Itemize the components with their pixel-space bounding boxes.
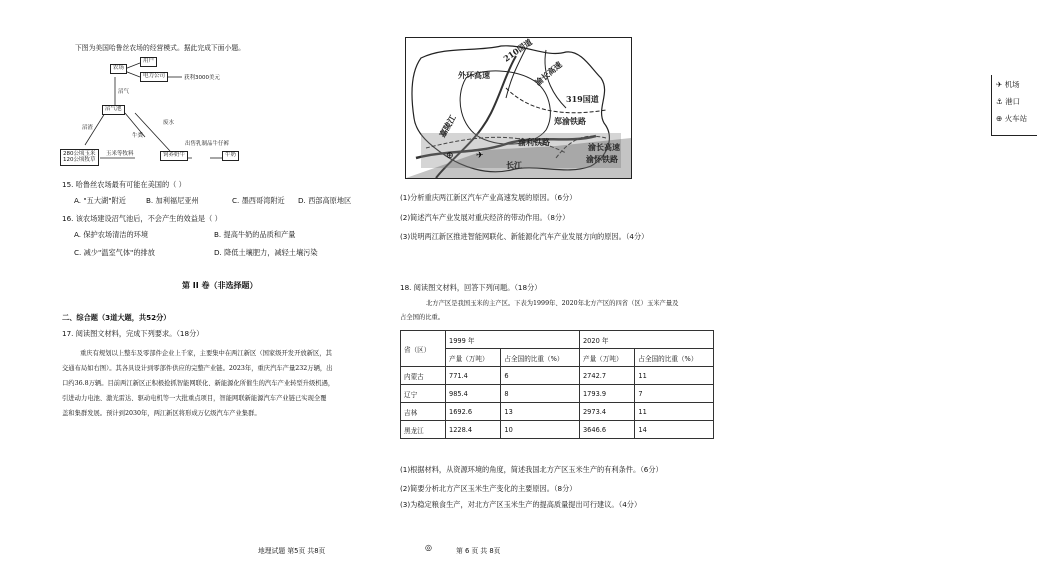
beef-box: 牛奶 — [222, 151, 239, 161]
q17-paragraph-line: 交通布局如右图）。其各具设计到零部件供应的完整产业链。2023年，重庆汽车产量232万辆，出 — [62, 365, 333, 372]
table-corner: 省（区） — [401, 331, 446, 367]
table-header-row — [401, 331, 714, 349]
table-cell: 1793.9 — [579, 385, 634, 403]
legend-item — [996, 96, 1020, 107]
manure-label: 废水 — [163, 120, 175, 126]
footer-right: 第 6 页 共 8页 — [456, 547, 501, 555]
profit-label: 获利3000美元 — [184, 75, 220, 81]
map-drawing — [406, 38, 631, 178]
q15-option-a: A. "五大湖"附近 — [74, 196, 126, 205]
table-col-header: 占全国的比重（%） — [635, 349, 714, 367]
table-col-header: 产量（万吨） — [446, 349, 501, 367]
footer-mark: ◎ — [425, 543, 432, 552]
table-cell: 2742.7 — [579, 367, 634, 385]
airplane-icon: ✈ — [996, 80, 1003, 89]
train-station-icon: ⊕ — [996, 114, 1003, 123]
q18-stem: 18. 阅读图文材料，回答下列问题。（18分） — [400, 283, 542, 292]
q15-option-d: D. 西部高原地区 — [298, 196, 352, 205]
table-cell: 14 — [635, 421, 714, 439]
section-title: 第 II 卷（非选择题） — [182, 281, 258, 290]
table-cell: 内蒙古 — [401, 367, 446, 385]
table-cell: 2973.4 — [579, 403, 634, 421]
table-cell: 11 — [635, 403, 714, 421]
q17-paragraph-line: 口约36.8万辆。目前两江新区正积极抢抓智能网联化、新能源化所催生的汽车产业转型升级机遇， — [62, 380, 335, 387]
dairy-box: 饲养奶牛 — [160, 151, 188, 161]
biogas-box: 沼气池 — [102, 105, 125, 115]
q17-sub-2: (2)简述汽车产业发展对重庆经济的带动作用。（8分） — [400, 213, 570, 222]
map-label-ring-road: 外环高速 — [458, 70, 490, 80]
table-cell: 6 — [501, 367, 580, 385]
cow-dung-label: 牛粪 — [132, 133, 144, 139]
q16-stem: 16. 该农场建设沼气池后，不会产生的效益是（ ） — [62, 214, 222, 223]
legend-label: 机场 — [1004, 80, 1020, 89]
table-cell: 7 — [635, 385, 714, 403]
feed-box: 玉米等牧料 — [106, 151, 134, 157]
train-station-icon: ⊕ — [446, 151, 454, 161]
table-cell: 11 — [635, 367, 714, 385]
legend-label: 火车站 — [1004, 114, 1028, 123]
table-cell: 黑龙江 — [401, 421, 446, 439]
q15-stem: 15. 哈鲁丝农场最有可能在美国的（ ） — [62, 180, 186, 189]
intro-text: 下图为美国哈鲁丝农场的经营模式。据此完成下面小题。 — [75, 44, 245, 52]
table-cell: 吉林 — [401, 403, 446, 421]
table-cell: 3646.6 — [579, 421, 634, 439]
q17-stem: 17. 阅读图文材料，完成下列要求。（18分） — [62, 329, 204, 338]
table-year-2020: 2020 年 — [579, 331, 713, 349]
table-row — [401, 421, 714, 439]
map-label-zhengyu: 郑渝铁路 — [554, 116, 586, 126]
legend-label: 港口 — [1005, 97, 1021, 106]
legend-item — [996, 79, 1020, 90]
corn-production-table — [400, 330, 714, 439]
map-label-g319: 319国道 — [566, 94, 599, 104]
q17-paragraph — [62, 346, 382, 421]
q18-paragraph-line: 北方产区是我国玉米的主产区。下表为1999年、2020年北方产区的四省（区）玉米产量及 — [426, 300, 679, 307]
table-cell: 985.4 — [446, 385, 501, 403]
table-year-1999: 1999 年 — [446, 331, 580, 349]
household-box: 用户 — [140, 57, 157, 67]
biogas-arrow-label: 沼气 — [118, 89, 130, 95]
map-label-yuhuai: 渝怀铁路 — [586, 154, 618, 164]
q15-option-c: C. 墨西哥湾附近 — [232, 196, 285, 205]
q16-option-b: B. 提高牛奶的品质和产量 — [214, 230, 296, 239]
table-row — [401, 403, 714, 421]
footer-left: 地理试题 第5页 共8页 — [258, 547, 326, 555]
q17-sub-1: (1)分析重庆两江新区汽车产业高速发展的原因。（6分） — [400, 193, 577, 202]
transport-map — [405, 36, 1028, 179]
section-subtitle: 二、综合题（3道大题，共52分） — [62, 313, 171, 322]
q15-option-b: B. 加利福尼亚州 — [146, 196, 199, 205]
q16-option-d: D. 降低土壤肥力，减轻土壤污染 — [214, 248, 318, 257]
q18-paragraph-line: 占全国的比重。 — [400, 314, 445, 321]
power-company-box: 电力公司 — [140, 72, 168, 82]
table-cell: 1228.4 — [446, 421, 501, 439]
map-label-yuli: 渝利铁路 — [518, 137, 550, 147]
residue-label: 沼渣 — [82, 125, 94, 131]
map-label-jialing: 嘉陵江 — [437, 113, 458, 139]
table-cell: 1692.6 — [446, 403, 501, 421]
milk-note: 出售乳制品牛仔裤 — [185, 141, 230, 147]
anchor-icon: ⚓ — [996, 97, 1003, 106]
airplane-icon: ✈ — [476, 151, 484, 161]
q17-paragraph-line: 引进动力电池、激光雷达、驱动电机等一大批重点项目，智能网联新能源汽车产业链已实现全覆 — [62, 395, 327, 402]
map-label-yuchang: 渝长高速 — [532, 59, 564, 88]
q17-paragraph-line: 盖和集群发展。预计到2030年，两江新区将形成万亿级汽车产业集群。 — [62, 410, 261, 417]
corn-box: 280公顷玉米 120公顷牧草 — [60, 149, 99, 166]
q18-sub-2: (2)简要分析北方产区玉米生产变化的主要原因。（8分） — [400, 484, 577, 493]
q16-option-c: C. 减少"温室气体"的排放 — [74, 248, 155, 257]
q18-sub-3: (3)为稳定粮食生产，对北方产区玉米生产的提高质量提出可行建议。（4分） — [400, 500, 642, 509]
table-cell: 771.4 — [446, 367, 501, 385]
table-cell: 10 — [501, 421, 580, 439]
table-col-header: 产量（万吨） — [579, 349, 634, 367]
table-cell: 辽宁 — [401, 385, 446, 403]
map-legend — [991, 75, 1037, 136]
table-header-row — [401, 349, 714, 367]
farm-box: 农场 — [110, 64, 127, 74]
q18-sub-1: (1)根据材料，从资源环境的角度，简述我国北方产区玉米生产的有利条件。（6分） — [400, 465, 663, 474]
q17-paragraph-line: 重庆有规划以上整车及零部件企业上千家，主要集中在两江新区（国家级开发开放新区，其 — [80, 350, 332, 357]
table-cell: 8 — [501, 385, 580, 403]
legend-item — [996, 113, 1027, 124]
table-row — [401, 367, 714, 385]
table-row — [401, 385, 714, 403]
farm-flow-diagram — [60, 55, 250, 170]
table-col-header: 占全国的比重（%） — [501, 349, 580, 367]
table-cell: 13 — [501, 403, 580, 421]
q18-paragraph — [400, 297, 678, 325]
map-label-g210: 210国道 — [501, 36, 534, 64]
map-label-yuchang2: 渝长高速 — [588, 142, 620, 152]
q17-sub-3: (3)说明两江新区推进智能网联化、新能源化汽车产业发展方向的原因。（4分） — [400, 232, 649, 241]
map-label-changjiang: 长江 — [506, 160, 522, 170]
q16-option-a: A. 保护农场清洁的环境 — [74, 230, 149, 239]
